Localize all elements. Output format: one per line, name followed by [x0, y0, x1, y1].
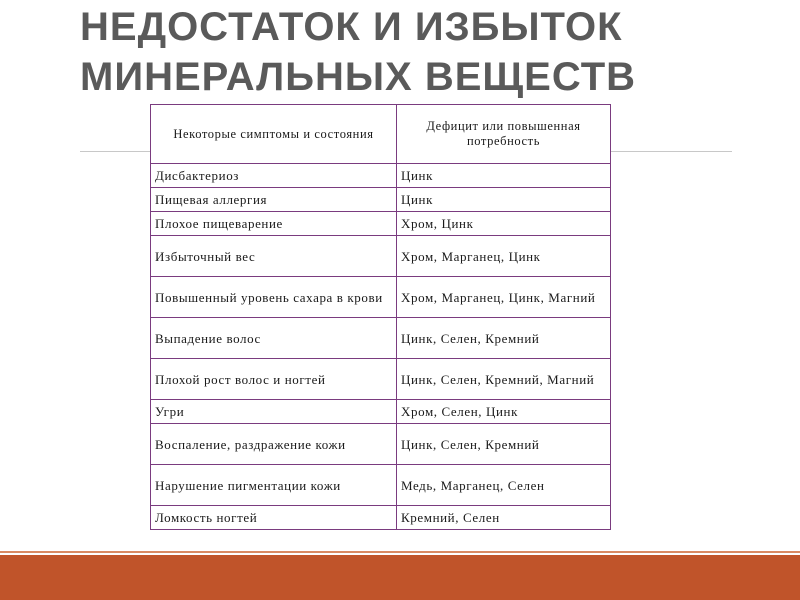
- minerals-cell: Кремний, Селен: [397, 506, 611, 530]
- symptom-cell: Плохой рост волос и ногтей: [151, 359, 397, 400]
- table-row: [151, 277, 611, 318]
- table-row: [151, 506, 611, 530]
- table-row: [151, 465, 611, 506]
- minerals-table: [150, 104, 611, 530]
- slide-title-line-2: МИНЕРАЛЬНЫХ ВЕЩЕСТВ: [80, 55, 637, 99]
- symptom-cell: Плохое пищеварение: [151, 212, 397, 236]
- table-row: [151, 318, 611, 359]
- header-deficit: Дефицит или повышенная потребность: [397, 105, 611, 164]
- minerals-cell: Цинк, Селен, Кремний: [397, 424, 611, 465]
- table-row: [151, 164, 611, 188]
- table-row: [151, 359, 611, 400]
- minerals-cell: Цинк, Селен, Кремний: [397, 318, 611, 359]
- symptom-cell: Выпадение волос: [151, 318, 397, 359]
- table-row: [151, 400, 611, 424]
- table-row: [151, 424, 611, 465]
- symptom-cell: Угри: [151, 400, 397, 424]
- minerals-cell: Цинк: [397, 164, 611, 188]
- symptom-cell: Ломкость ногтей: [151, 506, 397, 530]
- table-header-row: [151, 105, 611, 164]
- slide-title: [80, 2, 780, 102]
- footer-accent-line: [0, 551, 800, 553]
- minerals-cell: Цинк: [397, 188, 611, 212]
- minerals-cell: Хром, Цинк: [397, 212, 611, 236]
- minerals-cell: Медь, Марганец, Селен: [397, 465, 611, 506]
- symptom-cell: Пищевая аллергия: [151, 188, 397, 212]
- header-symptoms: Некоторые симптомы и состояния: [151, 105, 397, 164]
- footer-band: [0, 555, 800, 600]
- symptom-cell: Избыточный вес: [151, 236, 397, 277]
- table-row: [151, 212, 611, 236]
- table-row: [151, 188, 611, 212]
- minerals-cell: Цинк, Селен, Кремний, Магний: [397, 359, 611, 400]
- minerals-cell: Хром, Марганец, Цинк: [397, 236, 611, 277]
- symptom-cell: Нарушение пигментации кожи: [151, 465, 397, 506]
- minerals-cell: Хром, Марганец, Цинк, Магний: [397, 277, 611, 318]
- symptom-cell: Дисбактериоз: [151, 164, 397, 188]
- slide-title-line-1: НЕДОСТАТОК И ИЗБЫТОК: [80, 5, 623, 49]
- table-row: [151, 236, 611, 277]
- minerals-cell: Хром, Селен, Цинк: [397, 400, 611, 424]
- symptom-cell: Повышенный уровень сахара в крови: [151, 277, 397, 318]
- symptom-cell: Воспаление, раздражение кожи: [151, 424, 397, 465]
